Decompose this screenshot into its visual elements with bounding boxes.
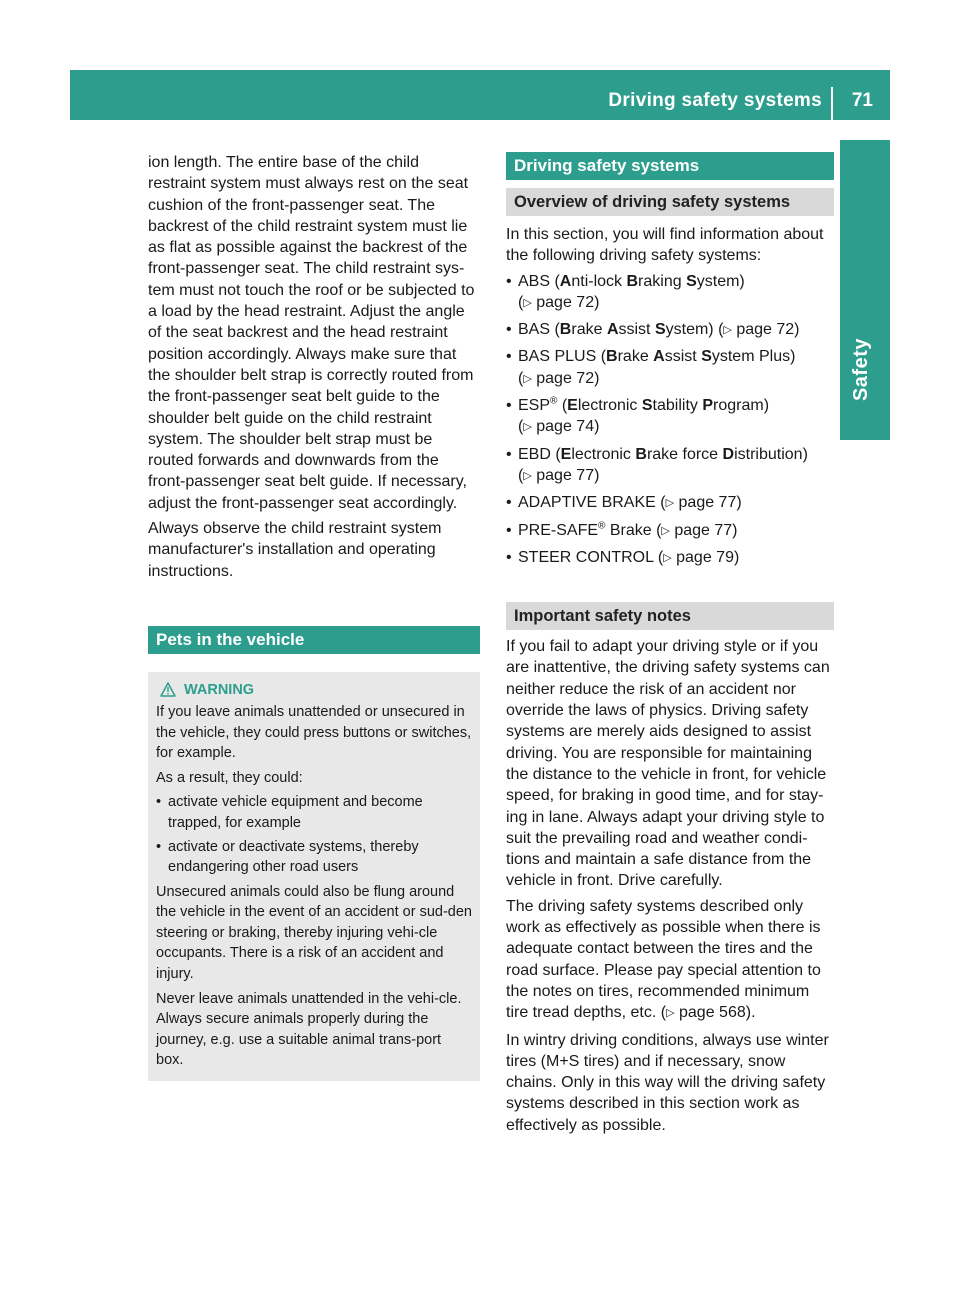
page-header-bar [70, 70, 890, 120]
intro-paragraph: ion length. The entire base of the child restraint system must always rest on the seat cushion of the front-passenger seat. The backrest of the child restraint system must lie as flat as possible against the backrest of the front-passenger seat. The child restraint sys-tem must not touch the roof or be subjected to a load by the head restraint. Adjust the angle of the seat backrest and the head restraint position accordingly. Always make sure that the shoulder belt strap is correctly routed from the front-passenger seat belt guide to the shoulder belt guide on the child restraint system. The shoulder belt strap must be routed forwards and downwards from the front-passenger seat belt guide. If necessary, adjust the front-passenger seat accordingly. [148, 154, 475, 512]
header-divider [831, 87, 833, 120]
list-item-steer-control: • STEER CONTROL (▷ page 79) [506, 547, 834, 570]
pets-section-title: Pets in the vehicle [148, 626, 480, 654]
page-reference[interactable]: page 72) [536, 293, 600, 311]
list-item-bas: • BAS (Brake Assist System) (▷ page 72) [506, 319, 834, 342]
warning-p3: Unsecured animals could also be flung around the vehicle in the event of an accident or sud-den steering or braking, thereby injuring vehi-cle occupants. There is a risk of an accident and injury. [156, 883, 472, 983]
list-item-pre-safe: • PRE-SAFE® Brake (▷ page 77) [506, 520, 834, 543]
list-item-ebd: • EBD (Electronic Brake force Distribution) (▷ page 77) [506, 444, 834, 489]
safety-notes-subsection-title: Important safety notes [506, 602, 834, 630]
observe-paragraph: Always observe the child restraint system manufacturer's installation and operating instructions. [148, 520, 442, 580]
warning-triangle-icon [160, 682, 176, 697]
triangle-right-icon: ▷ [661, 524, 670, 537]
list-item-abs: • ABS (Anti-lock Braking System) (▷ page 72) [506, 271, 834, 316]
notes-paragraph-3: In wintry driving conditions, always use winter tires (M+S tires) and if necessary, snow chains. Only in this way will the driving safety systems described in this section work as effectively as possible. [506, 1031, 829, 1134]
warning-p1: If you leave animals unattended or unsecured in the vehicle, they could press buttons or switches, for example. [156, 703, 472, 762]
triangle-right-icon: ▷ [523, 372, 532, 385]
triangle-right-icon: ▷ [723, 324, 732, 337]
right-column [506, 152, 834, 1140]
side-tab [840, 140, 890, 440]
list-item-adaptive-brake: • ADAPTIVE BRAKE (▷ page 77) [506, 492, 834, 515]
page-reference[interactable]: page 74) [536, 418, 600, 436]
page-reference[interactable]: page 79) [676, 548, 740, 566]
triangle-right-icon: ▷ [523, 421, 532, 434]
left-column [148, 152, 480, 1081]
triangle-right-icon: ▷ [665, 497, 675, 510]
notes-paragraph-1: If you fail to adapt your driving style or if you are inattentive, the driving safety systems can neither reduce the risk of an accident nor override the laws of physics. Driving safety systems are merely aids designed to assist driving. You are responsible for maintaining the distance to the vehicle in front, for vehicle speed, for braking in good time, and for stay-ing in lane. Always adapt your driving style to suit the prevailing road and weather condi-tions and maintain a safe distance from the vehicle in front. Drive carefully. [506, 638, 830, 890]
list-item-esp: • ESP® (Electronic Stability Program) (▷ page 74) [506, 395, 834, 440]
side-tab-label: Safety [850, 338, 872, 402]
list-item-bas-plus: • BAS PLUS (Brake Assist System Plus) (▷ page 72) [506, 346, 834, 391]
triangle-right-icon: ▷ [523, 469, 532, 482]
systems-list [506, 271, 834, 571]
warning-label: WARNING [184, 681, 255, 698]
warning-heading [156, 680, 472, 700]
page-reference[interactable]: page 72) [536, 369, 600, 387]
page-reference[interactable]: page 77) [678, 494, 742, 512]
notes-paragraph-2: The driving safety systems described only work as effectively as possible when there is adequate contact between the tires and the road surface. Please pay special attention to the notes on tires, recommended minimum tire tread depths, etc. (▷ page 568). [506, 897, 821, 1022]
page-reference[interactable]: page 72) [736, 321, 800, 339]
list-item: • activate or deactivate systems, thereby endangering other road users [156, 837, 472, 878]
header-title: Driving safety systems [608, 90, 822, 111]
warning-bullets [156, 792, 472, 877]
page-number: 71 [851, 90, 873, 111]
warning-p4: Never leave animals unattended in the vehi-cle. Always secure animals properly during the journey, e.g. use a suitable animal trans-port box. [156, 990, 462, 1069]
page-reference[interactable]: page 77) [674, 521, 738, 539]
warning-box [148, 672, 480, 1081]
triangle-right-icon: ▷ [523, 296, 532, 309]
list-item: • activate vehicle equipment and become trapped, for example [156, 792, 472, 833]
overview-subsection-title: Overview of driving safety systems [506, 188, 834, 216]
page-reference[interactable]: page 568). [679, 1004, 756, 1022]
triangle-right-icon: ▷ [663, 551, 672, 564]
page-reference[interactable]: page 77) [536, 466, 600, 484]
driving-safety-section-title: Driving safety systems [506, 152, 834, 180]
warning-p2: As a result, they could: [156, 769, 303, 786]
overview-intro: In this section, you will find information about the following driving safety systems: [506, 226, 824, 265]
triangle-right-icon: ▷ [666, 1007, 675, 1020]
